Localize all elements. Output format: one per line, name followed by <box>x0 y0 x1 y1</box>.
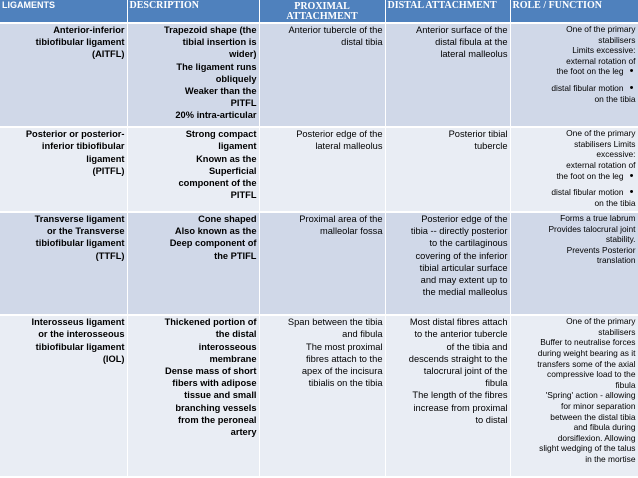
role-text-line: Buffer to neutralise forces <box>540 337 636 348</box>
name-text-line: inferior tibiofibular <box>41 141 125 152</box>
proximal-text-line: and fibula <box>342 329 383 340</box>
role-text-line: the foot on the leg • <box>513 66 636 77</box>
proximal-text-line: distal tibia <box>341 37 383 48</box>
name-text-line: Anterior-inferior <box>53 25 125 35</box>
description-text-line: Trapezoid shape (the <box>164 25 257 35</box>
role-text-line: Forms a true labrum <box>560 213 636 224</box>
description-text-line: artery <box>230 427 257 438</box>
distal-text-line: distal fibula at the <box>435 37 508 48</box>
role-function-cell <box>510 212 638 315</box>
description-text-line: membrane <box>209 353 257 364</box>
ligament-name-cell <box>0 315 127 477</box>
header-description: DESCRIPTION <box>127 0 259 23</box>
description-text-line: from the peroneal <box>177 414 257 425</box>
description-text-line: fibers with adipose <box>172 378 257 389</box>
distal-text-line: to distal <box>475 414 508 425</box>
distal-text-line: of the tibia and <box>446 341 508 352</box>
proximal-attachment-cell <box>259 23 385 127</box>
description-text-line: Weaker than the <box>184 86 257 97</box>
distal-text-line: The length of the fibres <box>412 390 508 401</box>
name-text-line: ligament <box>86 153 125 164</box>
table-row <box>0 315 638 477</box>
name-text-line: or the interosseous <box>38 329 125 340</box>
proximal-text-line: The most proximal <box>306 341 383 352</box>
role-function-cell <box>510 127 638 212</box>
description-cell <box>127 127 259 212</box>
distal-attachment-cell <box>385 212 510 315</box>
proximal-text-line: Span between the tibia <box>287 317 383 328</box>
role-text-line: external rotation of <box>566 159 636 170</box>
description-text-line: Dense mass of short <box>165 366 257 376</box>
role-text-line: One of the primary <box>566 128 636 139</box>
distal-text-line: and may extent up to <box>420 275 508 286</box>
role-text-line: stabilisers Limits <box>574 138 636 149</box>
role-text-line: stabilisers <box>598 326 636 337</box>
distal-text-line: fibula <box>485 378 508 389</box>
description-text-line: PITFL <box>230 190 257 201</box>
proximal-text-line: lateral malleolus <box>315 141 383 152</box>
description-cell <box>127 315 259 477</box>
distal-text-line: descends straight to the <box>408 353 508 364</box>
description-text-line: obliquely <box>215 73 257 84</box>
distal-text-line: tibia -- directly posterior <box>410 226 508 237</box>
role-text-line: compressive load to the <box>547 369 636 380</box>
role-text-line: Provides talocrural joint <box>548 223 636 234</box>
name-text-line: Posterior or posterior- <box>25 129 125 140</box>
role-text-line: Limits excessive: <box>572 45 636 56</box>
name-text-line: or the Transverse <box>46 226 125 237</box>
role-text-line: Prevents Posterior <box>566 244 636 255</box>
ligament-name-cell <box>0 212 127 315</box>
role-text-line: slight wedging of the talus <box>539 443 636 454</box>
header-distal: DISTAL ATTACHMENT <box>385 0 510 23</box>
table-row <box>0 212 638 315</box>
description-text-line: PITFL <box>230 98 257 109</box>
proximal-attachment-cell <box>259 315 385 477</box>
name-text-line: (TTFL) <box>95 250 125 261</box>
description-text-line: component of the <box>178 177 257 188</box>
distal-text-line: increase from proximal <box>413 402 508 413</box>
ligament-name-cell <box>0 127 127 212</box>
name-text-line: tibiofibular ligament <box>35 37 125 48</box>
description-text-line: interosseous <box>198 341 257 352</box>
role-text-line: during weight bearing as it <box>537 347 636 358</box>
distal-text-line: to the anterior tubercle <box>414 329 508 340</box>
description-text-line: ligament <box>218 141 257 152</box>
role-text-line: and fibula during <box>573 422 636 433</box>
distal-text-line: Posterior edge of the <box>421 214 508 225</box>
distal-text-line: talocrural joint of the <box>423 366 508 376</box>
role-text-line: stabilisers <box>598 34 636 45</box>
name-text-line: (PITFL) <box>92 165 125 176</box>
distal-attachment-cell <box>385 315 510 477</box>
description-text-line: tibial insertion is <box>182 37 257 48</box>
description-text-line: Superficial <box>208 165 257 176</box>
header-row <box>0 0 638 23</box>
description-cell <box>127 212 259 315</box>
proximal-text-line: Proximal area of the <box>299 214 383 225</box>
proximal-text-line: Anterior tubercle of the <box>288 25 383 35</box>
description-text-line: Thickened portion of <box>164 317 257 328</box>
name-text-line: (IOL) <box>102 353 125 364</box>
table-row <box>0 127 638 212</box>
role-text-line: in the mortise <box>585 453 636 464</box>
role-text-line: on the tibia <box>594 197 636 208</box>
description-text-line: tissue and small <box>184 390 257 401</box>
description-text-line: The ligament runs <box>176 61 257 72</box>
description-text-line: Also known as the <box>174 226 257 237</box>
description-text-line: Deep component of <box>169 238 257 249</box>
description-text-line: Strong compact <box>185 129 257 140</box>
role-text-line: One of the primary <box>566 24 636 34</box>
role-text-line: stability. <box>605 234 636 245</box>
name-text-line: Interosseus ligament <box>31 317 125 328</box>
description-text-line: Cone shaped <box>198 214 257 225</box>
table-row <box>0 23 638 127</box>
role-text-line: transfers some of the axial <box>537 358 636 369</box>
distal-text-line: tubercle <box>474 141 508 152</box>
description-text-line: wider) <box>229 49 257 60</box>
distal-text-line: tibial articular surface <box>419 262 508 273</box>
proximal-text-line: malleolar fossa <box>319 226 383 237</box>
description-cell <box>127 23 259 127</box>
distal-attachment-cell <box>385 23 510 127</box>
role-text-line: external rotation of <box>566 55 636 66</box>
role-text-line: fibula <box>615 379 636 390</box>
distal-attachment-cell <box>385 127 510 212</box>
proximal-text-line: fibres attach to the <box>306 353 383 364</box>
role-text-line: for minor separation <box>561 400 636 411</box>
description-text-line: the distal <box>215 329 257 340</box>
role-text-line: excessive: <box>596 149 636 160</box>
distal-text-line: lateral malleolus <box>440 49 508 60</box>
proximal-text-line: Posterior edge of the <box>296 129 383 140</box>
role-text-line: translation <box>596 255 636 266</box>
ligament-name-cell <box>0 23 127 127</box>
name-text-line: tibiofibular ligament <box>35 238 125 249</box>
role-function-cell <box>510 23 638 127</box>
description-text-line: the PTIFL <box>214 250 257 261</box>
role-text-line: the foot on the leg • <box>513 171 636 182</box>
header-role: ROLE / FUNCTION <box>510 0 638 23</box>
proximal-attachment-cell <box>259 212 385 315</box>
distal-text-line: Anterior surface of the <box>416 25 508 35</box>
description-text-line: branching vessels <box>175 402 257 413</box>
distal-text-line: Posterior tibial <box>448 129 508 140</box>
name-text-line: tibiofibular ligament <box>35 341 125 352</box>
distal-text-line: the medial malleolus <box>422 287 508 298</box>
distal-text-line: Most distal fibres attach <box>409 317 508 328</box>
role-text-line: on the tibia <box>594 93 636 104</box>
role-text-line: dorsiflexion. Allowing <box>557 432 636 443</box>
distal-text-line: covering of the inferior <box>415 250 508 261</box>
role-text-line: One of the primary <box>566 316 636 327</box>
proximal-attachment-cell <box>259 127 385 212</box>
role-function-cell <box>510 315 638 477</box>
role-text-line: between the distal tibia <box>550 411 636 422</box>
distal-text-line: to the cartilaginous <box>429 238 508 249</box>
role-text-line: 'Spring' action - allowing <box>545 390 636 401</box>
role-text-line: distal fibular motion • <box>513 187 636 198</box>
role-text-line: distal fibular motion • <box>513 83 636 94</box>
name-text-line: (AITFL) <box>91 49 125 60</box>
description-text-line: 20% intra-articular <box>175 110 257 121</box>
proximal-text-line: tibialis on the tibia <box>308 378 383 389</box>
header-ligaments: LIGAMENTS <box>0 0 127 23</box>
proximal-text-line: apex of the incisura <box>301 366 383 376</box>
name-text-line: Transverse ligament <box>34 214 125 225</box>
description-text-line: Known as the <box>196 153 257 164</box>
header-proximal: PROXIMAL ATTACHMENT <box>259 0 385 23</box>
